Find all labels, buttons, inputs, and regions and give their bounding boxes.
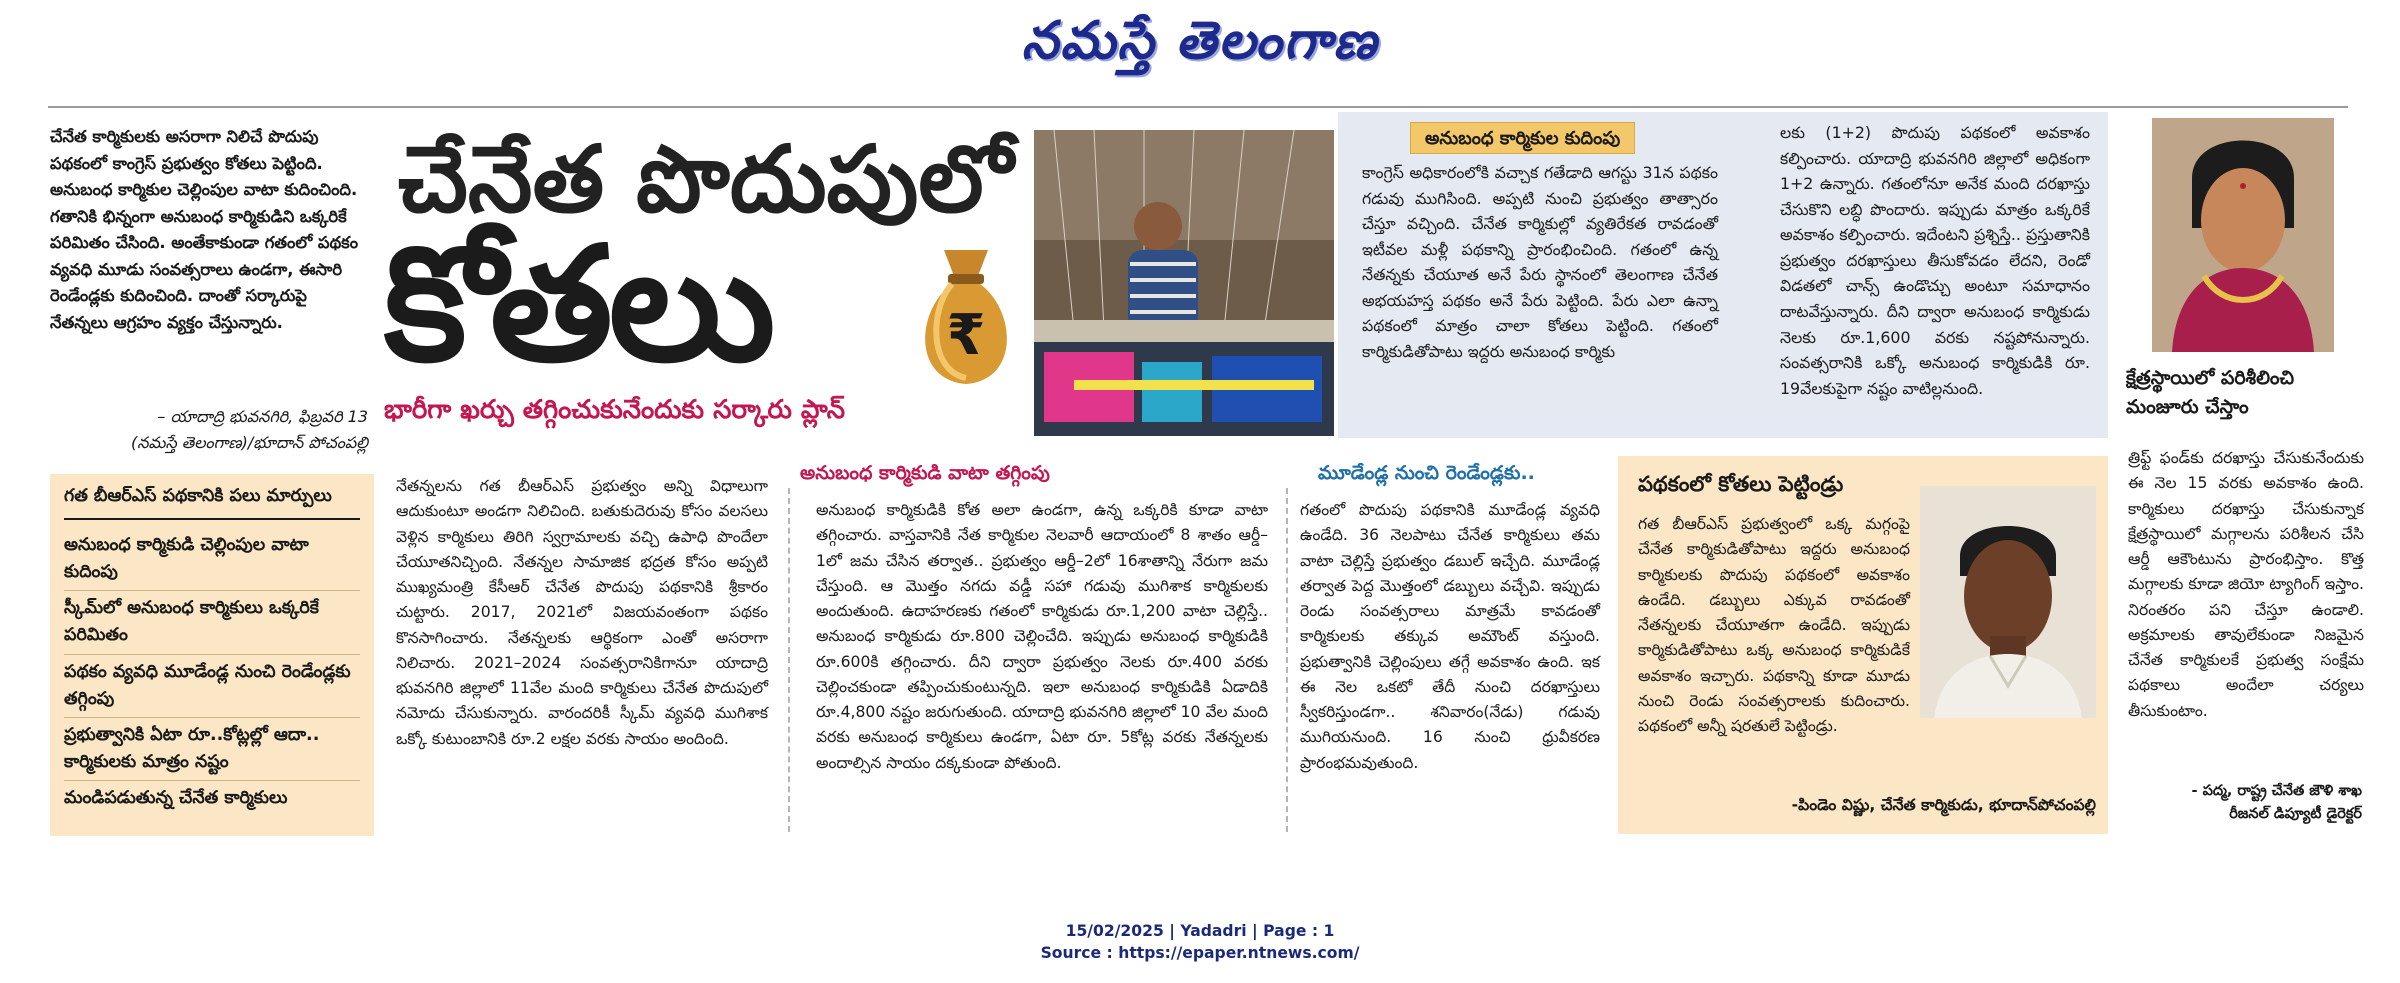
money-bag-icon [906,230,1026,390]
sidebar-item: అనుబంధ కార్మికుడి చెల్లింపుల వాటా కుదింపు [64,528,360,591]
masthead [0,6,2400,76]
officer-credit-line-1: - పద్మ, రాష్ట్ర చేనేత జౌళి శాఖ [2191,783,2362,799]
svg-text:₹: ₹ [946,303,986,368]
column-divider [788,488,790,832]
col-3-heading: మూడేండ్ల నుంచి రెండేండ్లకు.. [1318,462,1535,484]
sidebar-item: ప్రభుత్వానికి ఏటా రూ..కోట్లల్లో ఆదా.. కార్మికులకు మాత్రం నష్టం [64,718,360,781]
officer-statement: త్రిఫ్ట్‌ ఫండ్‌కు దరఖాస్తు చేసుకునేందుకు ఈ నెల 15 వరకు అవకాశం ఉంది. కార్మికులు దరఖాస్తు చేసుకున్నాక క్షేత్రస్థాయిలో మగ్గాలను పరిశీలన చేసి ఆర్డీ ఆకౌంటును ప్రారంభిస్తాం. కొత్త మగ్గాలకు కూడా జియో ట్యాగింగ్‌ ఇస్తాం. నిరంతరం పని చేస్తూ ఉండాలి. అక్రమాలకు తావులేకుండా నిజమైన చేనేత కార్మికులకే ప్రభుత్వ సంక్షేమ పథకాలు అందేలా చర్యలు తీసుకుంటాం. [2128,449,2364,720]
officer-photo [2152,118,2334,352]
box-kudhimpu-col-2: లకు (1+2) పొదుపు పథకంలో అవకాశం కల్పించారు. యాదాద్రి భువనగిరి జిల్లాలో అధికంగా 1+2 ఉన్నారు. గతంలోనూ అనేక మంది దరఖాస్తు చేసుకొని లబ్ధి పొందారు. ఇప్పుడు మాత్రం ఒక్కరికే అవకాశం కల్పించారు. ఇదేంటని ప్రశ్నిస్తే.. ప్రస్తుతానికి ప్రభుత్వం దరఖాస్తులు తీసుకోవడం లేదని, రెండో విడతలో చాన్స్‌ ఉండొచ్చు అంటూ సమాధానం దాటవేస్తున్నారు. దీని ద్వారా అనుబంధ కార్మికుడు నెలకు రూ.1,600 వరకు నష్టపోనున్నారు. సంవత్సరానికి ఒక్కో అనుబంధ కార్మికుడికి రూ. 19వేలకుపైగా నష్టం వాటిల్లనుంది. [1780,123,2090,398]
body-column-3: గతంలో పొదుపు పథకానికి మూడేండ్ల వ్యవధి ఉండేది. 36 నెలపాటు చేనేత కార్మికులు తమ వాటా చెల్లిస్తే ప్రభుత్వం డబుల్‌ ఇచ్చేది. మూడేండ్ల తర్వాత పెద్ద మొత్తంలో డబ్బులు వచ్చేవి. ఇప్పుడు రెండు సంవత్సరాలు మాత్రమే కావడంతో కార్మికులకు తక్కువ అమౌంట్‌ వస్తుంది. ప్రభుత్వానికి చెల్లింపులు తగ్గే అవకాశం ఉంది. ఇక ఈ నెల ఒకటో తేదీ నుంచి దరఖాస్తులు స్వీకరిస్తుండగా.. శనివారం(నేడు) గడువు ముగియనుంది. 16 నుంచి ధ్రువీకరణ ప్రారంభమవుతుంది. [1300,501,1600,772]
sidebar-item: స్కీమ్‌లో అనుబంధ కార్మికులు ఒక్కరికే పరిమితం [64,591,360,654]
officer-caption: క్షేత్రస్థాయిలో పరిశీలించి మంజూరు చేస్తాం [2126,367,2295,419]
body-column-1: నేతన్నలను గత బీఆర్‌ఎస్‌ ప్రభుత్వం అన్ని విధాలుగా ఆదుకుంటూ అండగా నిలిచింది. బతుకుదెరువు కోసం వలసలు వెళ్లిన కార్మికులు తిరిగి స్వగ్రామాలకు వచ్చి ఉపాధి పొందేలా చేయూతనిచ్చింది. నేతన్నల సామాజిక భద్రత కోసం అప్పటి ముఖ్యమంత్రి కేసీఆర్‌ చేనేత పొదుపు పథకానికి శ్రీకారం చుట్టారు. 2017, 2021లో విజయవంతంగా పథకం కొనసాగించారు. నేతన్నలకు ఆర్థికంగా ఎంతో అసరాగా నిలిచారు. 2021–2024 సంవత్సరానికిగానూ యాదాద్రి భువనగిరి జిల్లాలో 11వేల మంది కార్మికులు చేనేత పొదుపులో నమోదు చేసుకున్నారు. వారందరికీ స్కీమ్‌ వ్యవధి ముగిశాక ఒక్కో కుటుంబానికి రూ.2 లక్షల వరకు సాయం అందింది. [396,477,768,748]
sidebar-item: మండిపడుతున్న చేనేత కార్మికులు [64,788,288,808]
body-column-2: అనుబంధ కార్మికుడికి కోత అలా ఉండగా, ఉన్న ఒక్కరికి కూడా వాటా తగ్గించారు. వాస్తవానికి నేత కార్మికుల నెలవారీ ఆదాయంలో 8 శాతం ఆర్డీ–1లో జమ చేసిన తర్వాత.. ప్రభుత్వం ఆర్డీ–2లో 16శాతాన్ని నేరుగా జమ చేస్తుంది. ఆ మొత్తం నగదు వడ్డీ సహా గడువు ముగిశాక కార్మికులకు అందుతుంది. ఉదాహరణకు గతంలో కార్మికుడు రూ.1,200 వాటా చెల్లిస్తే.. అనుబంధ కార్మికుడు రూ.800 చెల్లించేది. ఇప్పుడు అనుబంధ కార్మికుడికి రూ.600కి తగ్గించారు. దీని ద్వారా ప్రభుత్వం నెలకు రూ.400 వరకు చెల్లించకుండా తప్పించుకుంటున్నది. ఇలా అనుబంధ కార్మికుడికి ఏడాదికి రూ.4,800 నష్టం జరుగుతుంది. యాదాద్రి భువనగిరి జిల్లాలో 10 వేల మంది వరకు అనుబంధ కార్మికులు ఉండగా, ఏటా రూ. 5కోట్ల వరకు నేతన్నలకు అందాల్సిన సాయం దక్కకుండా పోతుంది. [816,501,1268,772]
officer-credit [2126,780,2362,826]
column-divider [1286,488,1288,832]
col-2-heading: అనుబంధ కార్మికుడి వాటా తగ్గింపు [800,462,1050,484]
officer-credit-line-2: రీజనల్‌ డిప్యూటీ డైరెక్టర్‌ [2229,806,2362,823]
intro-credit-line-2: (నమస్తే తెలంగాణ)/భూదాన్‌ పోచంపల్లి [131,432,368,452]
weaver-portrait-photo [1920,486,2096,718]
intro-credit-line-1: – యాదాద్రి భువనగిరి, ఫిబ్రవరి 13 [157,407,368,426]
headline-subhead: భారీగా ఖర్చు తగ్గించుకునేందుకు సర్కారు ప్లాన్‌ [384,395,846,425]
changes-sidebar [50,474,374,836]
footer-edition-info: 15/02/2025 | Yadadri | Page : 1 [1065,922,1335,940]
quote-body: గత బీఆర్‌ఎస్‌ ప్రభుత్వంలో ఒక్క మగ్గంపై చేనేత కార్మికుడితోపాటు ఇద్దరు అనుబంధ కార్మికులకు పొదుపు పథకంలో అవకాశం ఉండేది. డబ్బులు ఎక్కువ రావడంతో నేతన్నలకు చేయూతగా ఉండేది. ఇప్పుడు కార్మికుడితోపాటు ఒక్క అనుబంధ కార్మికుడికే అవకాశం ఇచ్చారు. పథకాన్ని కూడా మూడు నుంచి రెండు సంవత్సరాలకు కుదించారు. పథకంలో అన్నీ షరతులే పెట్టిండ్రు. [1638,515,1910,735]
masthead-title: నమస్తే తెలంగాణ [1021,10,1379,71]
sidebar-item: పథకం వ్యవధి మూడేండ్ల నుంచి రెండేండ్లకు తగ్గింపు [64,655,360,718]
intro-credit [50,404,368,456]
headline-line-2: కోతలు [384,212,772,397]
headline-line-1: చేనేత పొదుపులో [398,125,1014,233]
quote-heading: పథకంలో కోతలు పెట్టిండ్రు [1638,472,1844,496]
quote-credit: -పిండెం విష్ణు, చేనేత కార్మికుడు, భూదాన్‌పోచంపల్లి [1791,796,2096,814]
weaver-photo [1034,130,1334,436]
box-kudhimpu-kicker: అనుబంధ కార్మికుల కుదింపు [1410,122,1635,154]
masthead-rule [48,106,2348,108]
intro-paragraph: చేనేత కార్మికులకు అసరాగా నిలిచే పొదుపు పథకంలో కాంగ్రెస్‌ ప్రభుత్వం కోతలు పెట్టింది. అనుబంధ కార్మికుల చెల్లింపుల వాటా కుదించింది. గతానికి భిన్నంగా అనుబంధ కార్మికుడిని ఒక్కరికే పరిమితం చేసింది. అంతేకాకుండా గతంలో పథకం వ్యవధి మూడు సంవత్సరాలు ఉండగా, ఈసారి రెండేండ్లకు కుదించింది. దాంతో సర్కారుపై నేతన్నలు ఆగ్రహం వ్యక్తం చేస్తున్నారు. [50,127,359,333]
box-kudhimpu-col-1: కాంగ్రెస్‌ అధికారంలోకి వచ్చాక గతేడాది ఆగస్టు 31న పథకం గడువు ముగిసింది. అప్పటి నుంచి ప్రభుత్వం తాత్సారం చేస్తూ వచ్చింది. చేనేత కార్మికుల్లో వ్యతిరేకత రావడంతో ఇటీవల మళ్లీ పథకాన్ని ప్రారంభించింది. గతంలో ఉన్న నేతన్నకు చేయూత అనే పేరు స్థానంలో తెలంగాణ చేనేత అభయహస్త పథకం అనే పేరు పెట్టింది. పేరు ఎలా ఉన్నా పథకంలో మాత్రం చాలా కోతలు పెట్టింది. గతంలో కార్మికుడితోపాటు ఇద్దరు అనుబంధ కార్మికు [1362,163,1718,362]
sidebar-title: గత బీఆర్‌ఎస్‌ పథకానికి పలు మార్పులు [64,486,360,520]
footer-source-link[interactable]: Source : https://epaper.ntnews.com/ [1040,944,1360,962]
